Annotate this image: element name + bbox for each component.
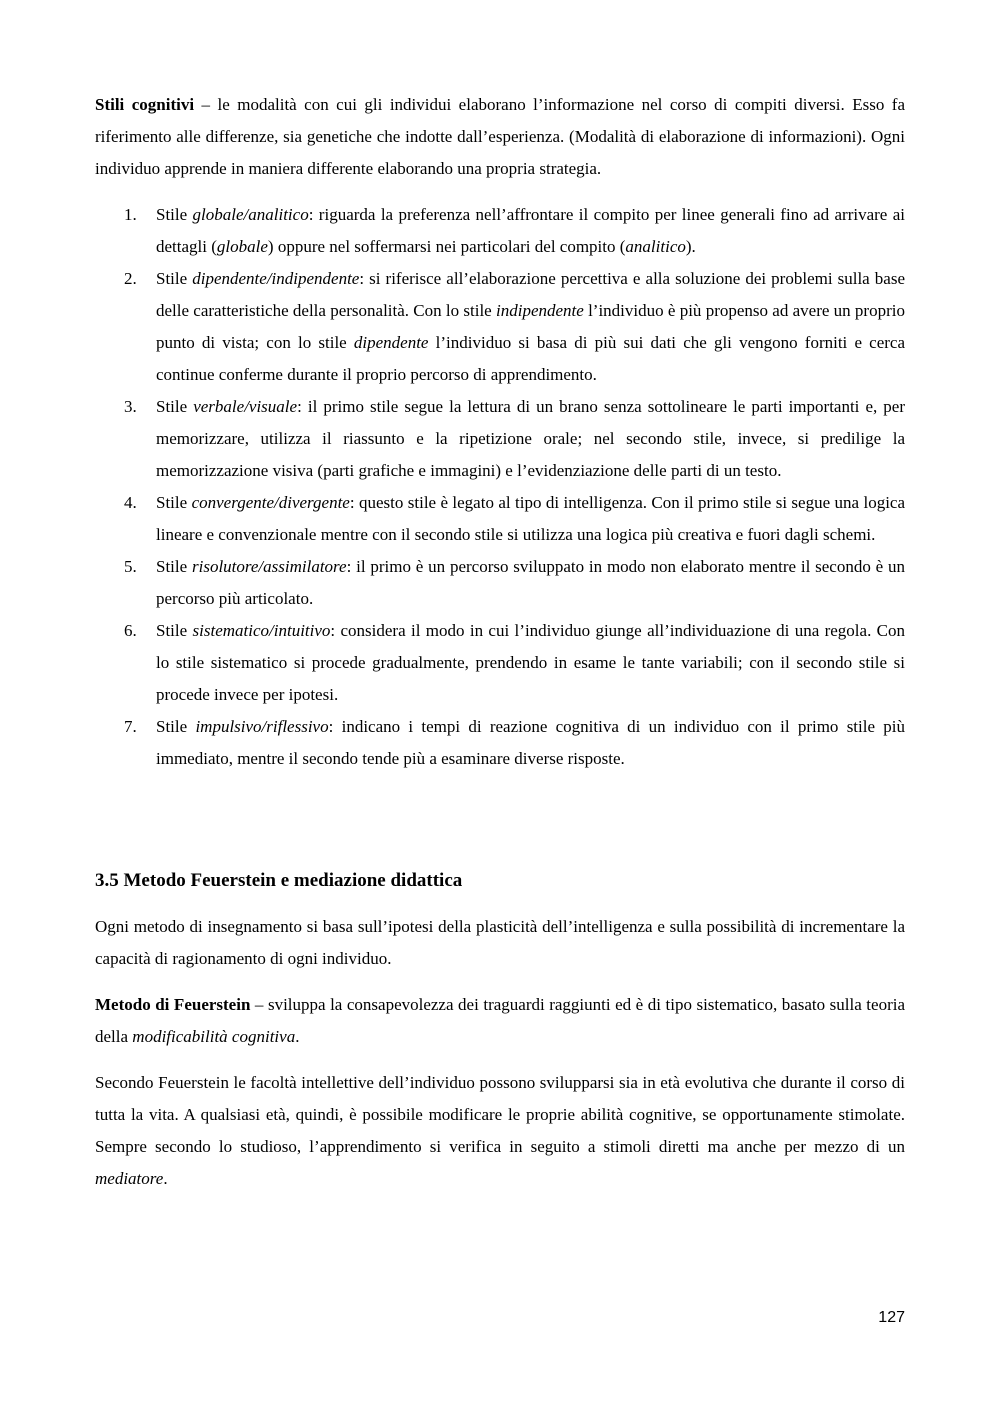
list-item-number: 7. [124,717,137,736]
list-item-text: ). [685,237,696,256]
style-name: globale/analitico [192,205,309,224]
list-item-prefix: Stile [156,493,192,512]
list-item-italic-text: indipendente [496,301,584,320]
style-name: risolutore/assimilatore [191,557,347,576]
intro-text: – le modalità con cui gli individui elaborano l’informazione nel corso di compiti diversi. Esso fa riferimento alle differenze, sia genetiche che indotte dall’esperienza. (Modalità di elaborazione di informazioni). Ogni individuo apprende in maniera differente elaborando una propria strategia. [95,95,905,178]
cognitive-styles-list [95,199,905,775]
list-item [95,199,905,263]
list-item-number: 6. [124,621,137,640]
feuerstein-development-paragraph [95,1067,905,1195]
list-item-text: : il primo stile segue la lettura di un brano senza sottolineare le parti importanti e, per memorizzare, utilizza il riassunto e la ripetizione orale; nel secondo stile, invece, si predilige la memorizzazione visiva (parti grafiche e immagini) e l’evidenziazione delle parti di un testo. [156,397,905,480]
list-item-text: ) oppure nel soffermarsi nei particolari del compito ( [267,237,626,256]
list-item-text: : riguarda la preferenza nell’affrontare il compito per linee generali fino ad arrivare ai dettagli ( [156,205,905,256]
feuerstein-text: – sviluppa la consapevolezza dei traguardi raggiunti ed è di tipo sistematico, basato sulla teoria della [95,995,906,1046]
list-item-prefix: Stile [156,717,196,736]
list-item-text: l’individuo è più propenso ad avere un proprio punto di vista; con lo stile [156,301,905,352]
list-item-prefix: Stile [156,397,194,416]
page-number: 127 [878,1309,905,1326]
style-name: impulsivo/riflessivo [195,717,329,736]
development-end: . [163,1169,168,1188]
development-text: Secondo Feuerstein le facoltà intellettive dell’individuo possono svilupparsi sia in età evolutiva che durante il corso di tutta la vita. A qualsiasi età, quindi, è possibile modificare le proprie abilità cognitive, se opportunamente stimolate. Sempre secondo lo studioso, l’apprendimento si verifica in seguito a stimoli diretti ma anche per mezzo di un [95,1073,905,1156]
list-item-text: l’individuo si basa di più sui dati che gli vengono forniti e cerca continue conferme durante il proprio percorso di apprendimento. [156,333,905,384]
section-heading: 3.5 Metodo Feuerstein e mediazione didattica [95,870,463,891]
list-item-prefix: Stile [156,621,193,640]
intro-paragraph [95,89,905,185]
list-item-number: 3. [124,397,137,416]
style-name: convergente/divergente [191,493,350,512]
list-item-italic-text: analitico [625,237,686,256]
list-item-prefix: Stile [156,269,193,288]
list-item-italic-text: dipendente [353,333,429,352]
list-item [95,487,905,551]
style-name: verbale/visuale [193,397,298,416]
list-item [95,391,905,487]
list-item-number: 5. [124,557,137,576]
list-item [95,615,905,711]
list-item-text: : si riferisce all’elaborazione percettiva e alla soluzione dei problemi sulla base delle caratteristiche della personalità. Con lo stile [156,269,905,320]
feuerstein-term: Metodo di Feuerstein [95,995,251,1014]
section-paragraph-1: Ogni metodo di insegnamento si basa sull’ipotesi della plasticità dell’intelligenza e sulla possibilità di incrementare la capacità di ragionamento di ogni individuo. [95,917,905,968]
list-item-text: : indicano i tempi di reazione cognitiva di un individuo con il primo stile più immediato, mentre il secondo tende più a esaminare diverse risposte. [156,717,906,768]
feuerstein-end: . [295,1027,300,1046]
style-name: sistematico/intuitivo [192,621,331,640]
list-item-italic-text: globale [216,237,268,256]
list-item [95,263,905,391]
list-item-number: 4. [124,493,137,512]
list-item-text: : questo stile è legato al tipo di intelligenza. Con il primo stile si segue una logica lineare e convenzionale mentre con il secondo stile si utilizza una logica più creativa e fuori dagli schemi. [156,493,906,544]
list-item-text: : il primo è un percorso sviluppato in modo non elaborato mentre il secondo è un percorso più articolato. [156,557,905,608]
list-item-prefix: Stile [156,205,193,224]
feuerstein-paragraph [95,989,905,1053]
feuerstein-italic-term: modificabilità cognitiva [132,1027,296,1046]
mediator-term: mediatore [95,1169,164,1188]
style-name: dipendente/indipendente [192,269,360,288]
list-item [95,551,905,615]
list-item [95,711,905,775]
intro-term: Stili cognitivi [95,95,195,114]
list-item-prefix: Stile [156,557,192,576]
list-item-number: 1. [124,205,137,224]
list-item-number: 2. [124,269,137,288]
list-item-text: : considera il modo in cui l’individuo giunge all’individuazione di una regola. Con lo stile sistematico si procede gradualmente, prendendo in esame le tante variabili; con il secondo stile si procede invece per ipotesi. [156,621,906,704]
